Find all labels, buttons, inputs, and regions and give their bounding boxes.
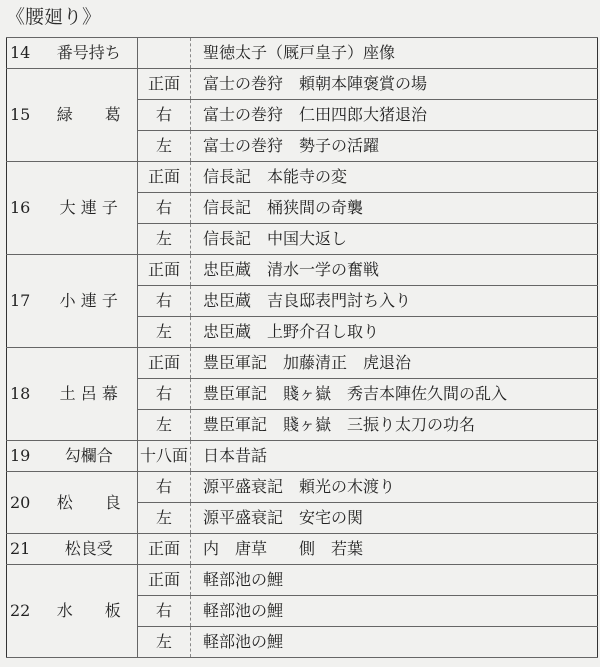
carving-description: 軽部池の鯉: [191, 596, 598, 627]
carving-description: 豊臣軍記 賤ヶ嶽 秀吉本陣佐久間の乱入: [191, 379, 598, 410]
carving-description: 信長記 本能寺の変: [191, 162, 598, 193]
section-title: 《腰廻り》: [6, 6, 102, 28]
item-number: 17: [7, 255, 41, 348]
position-label: 右: [138, 100, 191, 131]
item-number: 18: [7, 348, 41, 441]
carving-description: 源平盛衰記 安宅の関: [191, 503, 598, 534]
table-row: [7, 534, 598, 565]
carving-description: 忠臣蔵 吉良邸表門討ち入り: [191, 286, 598, 317]
position-label: 正面: [138, 534, 191, 565]
position-label: [138, 38, 191, 69]
carving-description: 豊臣軍記 加藤清正 虎退治: [191, 348, 598, 379]
carving-description: 信長記 中国大返し: [191, 224, 598, 255]
carving-description: 聖徳太子（厩戸皇子）座像: [191, 38, 598, 69]
item-number: 21: [7, 534, 41, 565]
position-label: 左: [138, 627, 191, 658]
carving-description: 軽部池の鯉: [191, 565, 598, 596]
table-row: [7, 255, 598, 286]
part-name: 松良受: [41, 534, 138, 565]
carving-description: 富士の巻狩 勢子の活躍: [191, 131, 598, 162]
item-number: 14: [7, 38, 41, 69]
item-number: 20: [7, 472, 41, 534]
part-name: 土 呂 幕: [41, 348, 138, 441]
part-name: 番号持ち: [41, 38, 138, 69]
part-name: 小 連 子: [41, 255, 138, 348]
carving-description: 豊臣軍記 賤ヶ嶽 三振り太刀の功名: [191, 410, 598, 441]
part-name: 勾欄合: [41, 441, 138, 472]
position-label: 正面: [138, 565, 191, 596]
part-name: 水 板: [41, 565, 138, 658]
position-label: 左: [138, 131, 191, 162]
position-label: 十八面: [138, 441, 191, 472]
position-label: 左: [138, 503, 191, 534]
position-label: 右: [138, 193, 191, 224]
position-label: 右: [138, 596, 191, 627]
position-label: 右: [138, 472, 191, 503]
table-row: [7, 38, 598, 69]
carving-description: 忠臣蔵 清水一学の奮戦: [191, 255, 598, 286]
position-label: 正面: [138, 162, 191, 193]
part-name: 緑 葛: [41, 69, 138, 162]
position-label: 左: [138, 317, 191, 348]
carving-description: 内 唐草 側 若葉: [191, 534, 598, 565]
carving-description: 富士の巻狩 仁田四郎大猪退治: [191, 100, 598, 131]
carving-description: 源平盛衰記 頼光の木渡り: [191, 472, 598, 503]
position-label: 右: [138, 286, 191, 317]
item-number: 19: [7, 441, 41, 472]
item-number: 16: [7, 162, 41, 255]
table-row: [7, 472, 598, 503]
position-label: 正面: [138, 69, 191, 100]
float-parts-table: [6, 37, 598, 658]
position-label: 正面: [138, 255, 191, 286]
carving-description: 信長記 桶狭間の奇襲: [191, 193, 598, 224]
table-row: [7, 162, 598, 193]
part-name: 大 連 子: [41, 162, 138, 255]
position-label: 左: [138, 224, 191, 255]
item-number: 15: [7, 69, 41, 162]
table-row: [7, 348, 598, 379]
table-row: [7, 441, 598, 472]
position-label: 正面: [138, 348, 191, 379]
table-row: [7, 69, 598, 100]
table-row: [7, 565, 598, 596]
carving-description: 忠臣蔵 上野介召し取り: [191, 317, 598, 348]
carving-description: 軽部池の鯉: [191, 627, 598, 658]
position-label: 左: [138, 410, 191, 441]
position-label: 右: [138, 379, 191, 410]
carving-description: 日本昔話: [191, 441, 598, 472]
part-name: 松 良: [41, 472, 138, 534]
item-number: 22: [7, 565, 41, 658]
carving-description: 富士の巻狩 頼朝本陣褒賞の場: [191, 69, 598, 100]
